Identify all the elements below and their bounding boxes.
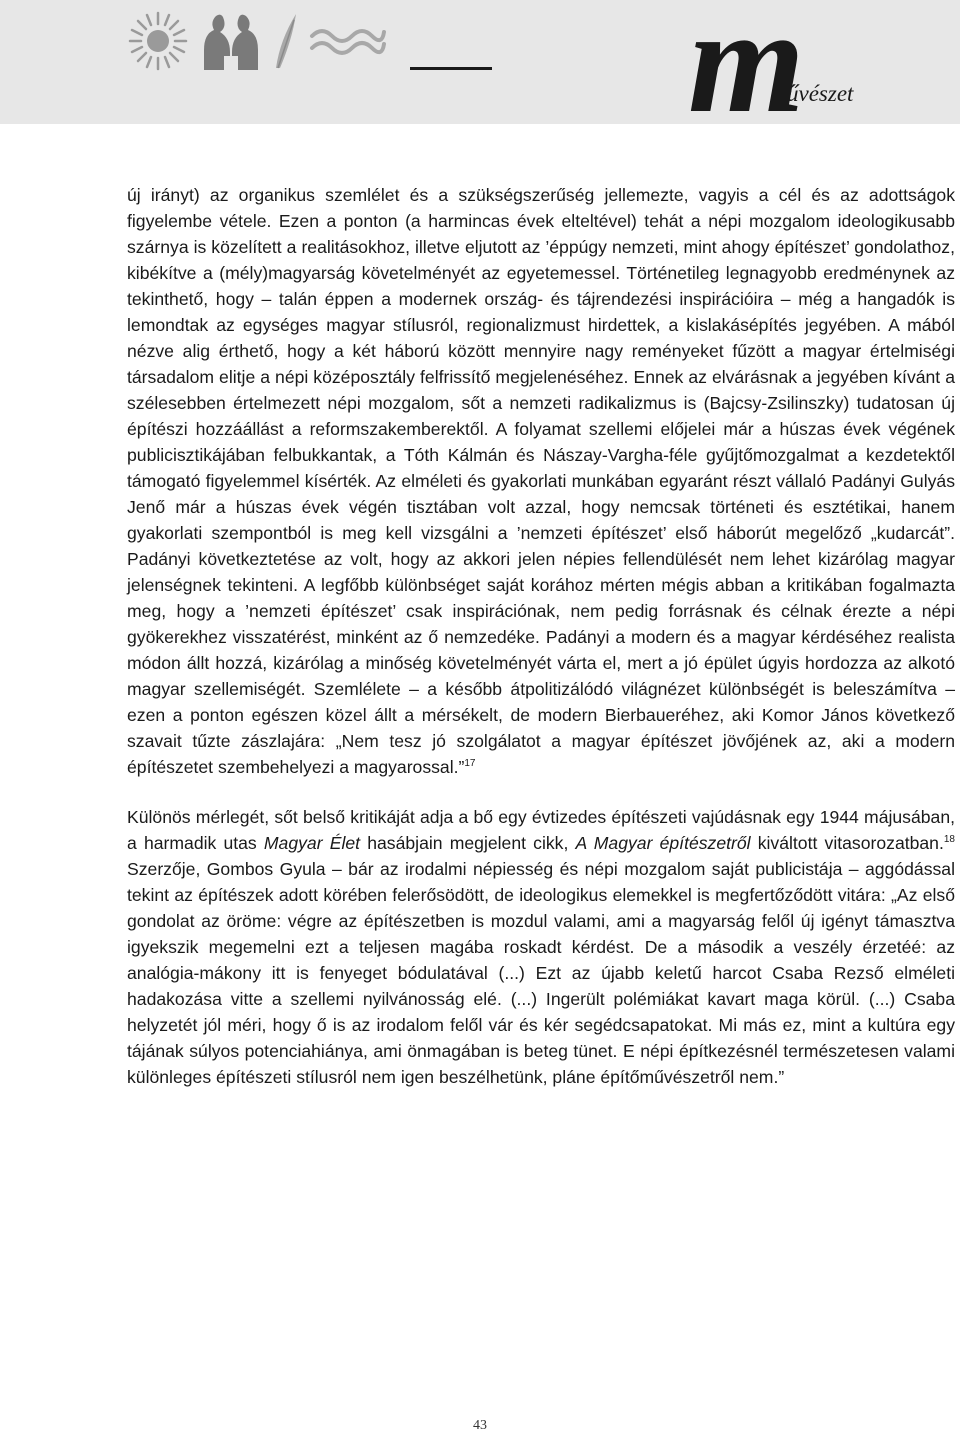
- footnote-ref: 17: [464, 758, 476, 769]
- text-segment: kiváltott vitasorozatban.: [750, 833, 944, 853]
- italic-text: Magyar Élet: [263, 833, 361, 853]
- text-segment: hasábjain megjelent cikk,: [360, 833, 576, 853]
- text-segment: Szerzője, Gombos Gyula – bár az irodalmi népiesség és népi mozgalom saját publicistája – aggódással tekint az építészek adott körében felerősödött, de ideologikus elemekkel is megfertőződött vitára: „Az első gondolat az öröme: végre az építészetben is mozdul valami, ami a magyarság felől új igényt támasztva igyekszik megemelni ezt a teljesen magába roskadt kérdést. De a második a veszély érzetéé: az analógia-mákony itt is fenyeget bódulatával (...) Ezt az újabb keletű harcot Csaba Rezső elméleti hadakozása vitte a szellemi nyilvánosság elé. (...) Ingerült polémiákat kavart maga körül. (...) Csaba helyzetét jól méri, hogy ő is az irodalom felől vár és kér segédcsapatokat. Mi más ez, mint a kultúra egy tájának súlyos potenciahiánya, ami önmagában is beteg tünet. E népi építkezésnél természetesen valami különleges építészeti stílusról nem igen beszélhetünk, pláne építőművészetről nem.”: [127, 859, 955, 1087]
- header-rule: [410, 67, 492, 70]
- italic-text: A Magyar építészetről: [575, 833, 751, 853]
- sun-ornament-icon: [122, 10, 194, 72]
- masthead-title: űvészet: [787, 81, 854, 106]
- page-number: 43: [473, 1418, 487, 1433]
- page-header: [0, 0, 960, 144]
- twin-figures-icon: [200, 10, 262, 72]
- masthead-initial: m: [688, 0, 799, 144]
- footnote-ref: 18: [943, 834, 955, 845]
- wave-ornament-icon: [308, 10, 388, 72]
- paragraph: [127, 804, 955, 1090]
- text-segment: új irányt) az organikus szemlélet és a szükségszerűség jellemezte, vagyis a cél és az adottságok figyelembe vétele. Ezen a ponton (a harmincas évek elteltével) tehát a népi mozgalom ideologikusabb szárnya is közelített a realitásokhoz, illetve eljutott az ’éppúgy nemzeti, mint ahogy építészet’ gondolathoz, kibékítve a (mély)magyarság követelményét az egyetemessel. Történetileg legnagyobb eredménynek az tekinthető, hogy – talán éppen a modernek ország- és tájrendezési inspirációira – még a hangadók is lemondtak az egységes magyar stílusról, regionalizmust hirdettek, a kislakásépítés jegyében. A mából nézve alig érthető, hogy a két háború között mennyire nagy reményeket fűzött a magyar értelmiségi társadalom elitje a népi középosztály felfrissítő megjelenéséhez. Ennek az elvárásnak a jegyében kívánt a szélesebben értelmezett népi mozgalom, sőt a nemzeti radikalizmus is (Bajcsy-Zsilinszky) tudatosan új építészi hozzáállást a reformszakemberektől. A folyamat szellemi előjelei már a húszas évek végének publicisztikájában felbukkantak, a Tóth Kálmán és Nászay-Vargha-féle gyűjtőmozgalmat a kezdetektől támogató figyelemmel kísérték. Az elméleti és gyakorlati munkában egyaránt részt vállaló Padányi Gulyás Jenő már a húszas évek végén tisztában volt azzal, hogy nemcsak történeti és esztétikai, hanem gyakorlati szempontból is meg kell vizsgálni a ’nemzeti építészet’ első háborút megelőző „kudarcát”. Padányi következtetése az volt, hogy az akkori jelen népies fellendülését nem lehet kizárólag magyar jelenségnek tekinteni. A legfőbb különbséget saját korához mérten mégis abban a kritikában fogalmazta meg, hogy a ’nemzeti építészet’ csak inspirációnak, nem pedig forrásnak és célnak érezte a népi gyökerekhez visszatérést, minként az ő nemzedéke. Padányi a modern és a magyar kérdéséhez realista módon állt hozzá, kizárólag a minőség követelményét várta el, mert a jó épület úgyis hordozza az alkotó magyar szellemiségét. Szemlélete – a később átpolitizálódó világnézet különbségét is beleszámítva – ezen a ponton egészen közel állt a mérsékelt, de modern Bierbaueréhez, aki Komor János következő szavait tűzte zászlajára: „Nem tesz jó szolgálatot a magyar építészet jövőjének az, aki a modern építészetet szembehelyezi a magyarossal.”: [127, 185, 955, 777]
- article-body: [127, 182, 955, 1090]
- paragraph: [127, 182, 955, 780]
- feather-quill-icon: [272, 10, 302, 72]
- text-segment: Különös mérlegét, sőt belső kritikáját adja a bő egy évtizedes építészeti vajúdásnak egy 1944 májusában, a harmadik utas: [127, 807, 955, 853]
